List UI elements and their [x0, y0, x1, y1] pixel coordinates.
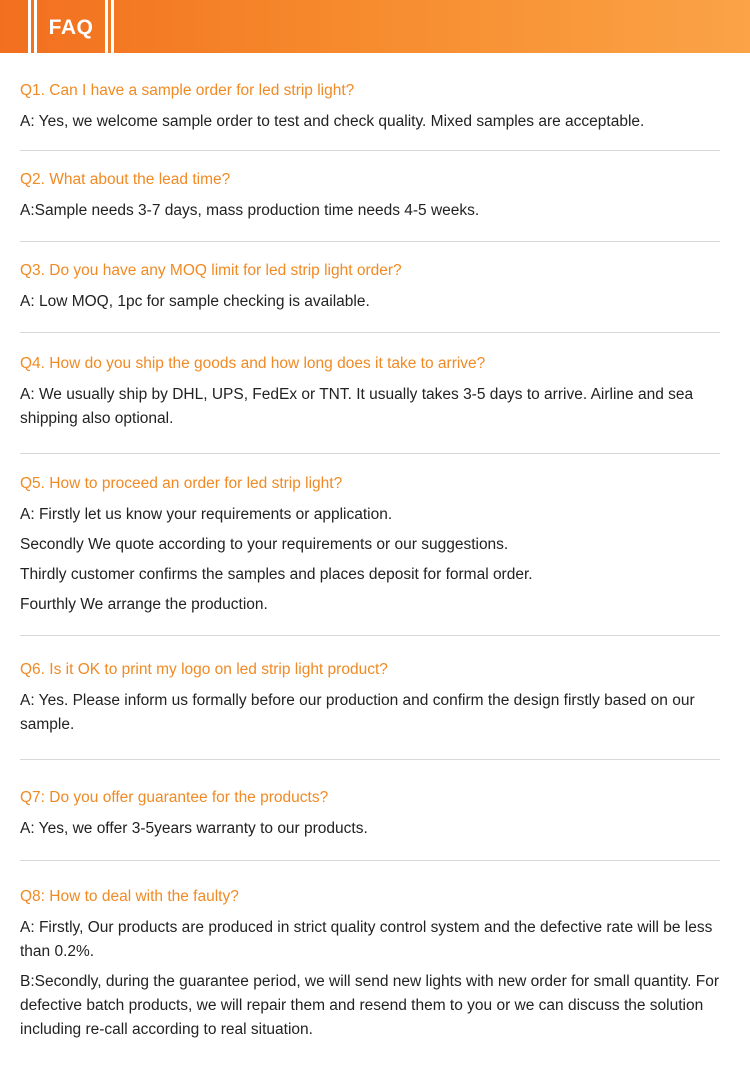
faq-item: [20, 242, 720, 333]
faq-question: Q4. How do you ship the goods and how long does it take to arrive?: [20, 355, 486, 372]
faq-question: Q5. How to proceed an order for led strip light?: [20, 475, 343, 492]
faq-answer: A: Low MOQ, 1pc for sample checking is available.: [20, 293, 370, 310]
faq-item: [20, 636, 720, 760]
faq-question: Q1. Can I have a sample order for led strip light?: [20, 82, 355, 99]
faq-item: [20, 59, 720, 151]
faq-answer: A: Yes. Please inform us formally before our production and confirm the design firstly based on our sample.: [20, 692, 695, 733]
faq-question: Q8: How to deal with the faulty?: [20, 888, 239, 905]
banner-stripe: [28, 0, 31, 53]
faq-item: [20, 333, 720, 454]
faq-list: [20, 59, 720, 1058]
faq-answer: Secondly We quote according to your requirements or our suggestions.: [20, 536, 509, 553]
faq-question: Q7: Do you offer guarantee for the products?: [20, 789, 329, 806]
faq-question: Q2. What about the lead time?: [20, 171, 231, 188]
faq-item: [20, 151, 720, 242]
faq-answer: A: Firstly, Our products are produced in strict quality control system and the defective rate will be less than 0.2%.: [20, 919, 713, 960]
faq-item: [20, 454, 720, 636]
banner-stripe: [111, 0, 114, 53]
faq-answer: A: Firstly let us know your requirements or application.: [20, 506, 393, 523]
faq-answer: A:Sample needs 3-7 days, mass production time needs 4-5 weeks.: [20, 202, 480, 219]
faq-answer: Fourthly We arrange the production.: [20, 596, 268, 613]
faq-banner: [0, 0, 750, 53]
faq-item: [20, 760, 720, 861]
faq-question: Q3. Do you have any MOQ limit for led strip light order?: [20, 262, 402, 279]
faq-item: [20, 861, 720, 1058]
banner-stripe: [105, 0, 108, 53]
faq-answer: Thirdly customer confirms the samples and places deposit for formal order.: [20, 566, 533, 583]
faq-answer: A: Yes, we offer 3-5years warranty to our products.: [20, 820, 368, 837]
faq-title: FAQ: [48, 16, 94, 39]
faq-answer: A: We usually ship by DHL, UPS, FedEx or TNT. It usually takes 3-5 days to arrive. Airline and sea shipping also optional.: [20, 386, 694, 427]
faq-answer: A: Yes, we welcome sample order to test and check quality. Mixed samples are acceptable.: [20, 113, 645, 130]
faq-question: Q6. Is it OK to print my logo on led strip light product?: [20, 661, 388, 678]
faq-answer: B:Secondly, during the guarantee period, we will send new lights with new order for small quantity. For defective batch products, we will repair them and resend them to you or we can discuss the solution including re-call according to real situation.: [20, 973, 720, 1038]
